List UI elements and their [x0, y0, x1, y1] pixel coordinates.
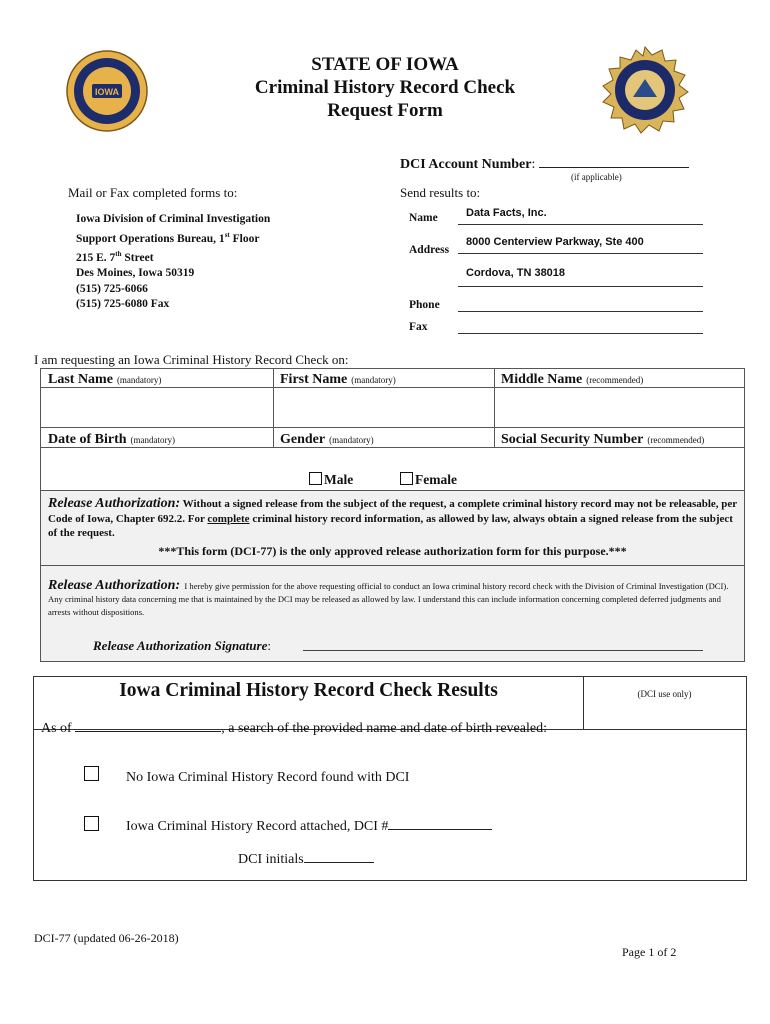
- page-number: Page 1 of 2: [622, 945, 677, 959]
- send-address-line1-rule: [458, 253, 703, 254]
- form-title-line2: Criminal History Record Check: [254, 77, 516, 98]
- send-name-line: [458, 224, 703, 225]
- gender-female-checkbox[interactable]: Female: [400, 472, 457, 488]
- release-warning-text: Release Authorization: Without a signed release from the subject of the request, a complete criminal history record may not be releasable, per Code of Iowa, Chapter 692.2. For complete criminal history record information, as allowed by law, always obtain a signed release from the subject of the request.: [48, 496, 737, 539]
- mail-to-line3: 215 E. 7th Street: [76, 249, 154, 264]
- signature-input[interactable]: [303, 649, 703, 651]
- send-fax-label: Fax: [409, 321, 428, 333]
- no-record-checkbox[interactable]: [84, 766, 99, 781]
- dci-use-only-note: (DCI use only): [637, 689, 692, 699]
- send-name-value[interactable]: Data Facts, Inc.: [466, 207, 547, 219]
- dci-account-input[interactable]: [539, 167, 689, 168]
- ssn-input[interactable]: [495, 448, 743, 490]
- mail-to-line6: (515) 725-6080 Fax: [76, 298, 170, 311]
- dci-account-label: DCI Account Number: [400, 157, 532, 172]
- results-title: Iowa Criminal History Record Check Results: [119, 680, 498, 701]
- send-fax-input[interactable]: [458, 319, 703, 334]
- dci-badge-logo: [600, 45, 690, 135]
- send-address-line2-rule: [458, 286, 703, 287]
- form-title-line3: Request Form: [327, 100, 443, 121]
- ssn-label: Social Security Number (recommended): [501, 432, 705, 447]
- request-intro: I am requesting an Iowa Criminal History Record Check on:: [34, 352, 349, 367]
- form-id: DCI-77 (updated 06-26-2018): [34, 931, 179, 945]
- last-name-label: Last Name (mandatory): [48, 372, 162, 387]
- release-notice: ***This form (DCI-77) is the only approved release authorization form for this purpose.***: [158, 544, 627, 558]
- results-section: [33, 676, 747, 881]
- as-of-line: As of , a search of the provided name and date of birth revealed:: [41, 721, 547, 736]
- send-results-heading: Send results to:: [400, 185, 481, 200]
- send-address-line1[interactable]: 8000 Centerview Parkway, Ste 400: [466, 236, 644, 248]
- send-address-label: Address: [409, 244, 450, 256]
- dob-label: Date of Birth (mandatory): [48, 432, 176, 447]
- male-checkbox-icon: [309, 472, 322, 485]
- mail-to-address: [76, 212, 270, 313]
- mail-to-line1: Iowa Division of Criminal Investigation: [76, 213, 271, 225]
- last-name-input[interactable]: [42, 388, 272, 426]
- dci-account-note: (if applicable): [571, 172, 622, 182]
- female-checkbox-icon: [400, 472, 413, 485]
- first-name-input[interactable]: [274, 388, 493, 426]
- as-of-date-input[interactable]: [75, 731, 221, 732]
- record-attached-label: Iowa Criminal History Record attached, DCI #: [126, 819, 492, 835]
- release-permission-text: Release Authorization: I hereby give permission for the above requesting official to conduct an Iowa criminal history record check with the Division of Criminal Investigation (DCI). Any criminal history data concerning me that is maintained by the DCI may be released as allowed by law. I understand this can include information concerning completed deferred judgments and arrests without dispositions.: [48, 578, 729, 617]
- dci-number-input[interactable]: [388, 829, 492, 830]
- send-name-label: Name: [409, 212, 438, 224]
- dci-initials-label: DCI initials: [238, 852, 374, 868]
- dob-input[interactable]: [42, 448, 272, 490]
- left-seal-center-text: IOWA: [95, 87, 119, 97]
- public-safety-seal-logo: [66, 50, 148, 132]
- send-address-line2[interactable]: Cordova, TN 38018: [466, 267, 566, 279]
- send-phone-label: Phone: [409, 299, 440, 311]
- mail-to-line2: Support Operations Bureau, 1st Floor: [76, 230, 260, 245]
- middle-name-input[interactable]: [495, 388, 743, 426]
- middle-name-label: Middle Name (recommended): [501, 372, 644, 387]
- first-name-label: First Name (mandatory): [280, 372, 396, 387]
- signature-label: Release Authorization Signature:: [93, 638, 271, 653]
- dci-account-number: [400, 157, 689, 173]
- gender-label: Gender (mandatory): [280, 432, 374, 447]
- form-title-line1: STATE OF IOWA: [311, 54, 459, 75]
- record-attached-checkbox[interactable]: [84, 816, 99, 831]
- subject-table: [40, 368, 745, 492]
- dci-account-colon: :: [531, 157, 536, 172]
- mail-to-line4: Des Moines, Iowa 50319: [76, 267, 195, 280]
- no-record-label: No Iowa Criminal History Record found with DCI: [126, 770, 410, 785]
- mail-to-heading: Mail or Fax completed forms to:: [68, 185, 238, 200]
- release-authorization-section: [40, 490, 745, 662]
- mail-to-line5: (515) 725-6066: [76, 282, 148, 295]
- dci-initials-input[interactable]: [304, 862, 374, 863]
- send-phone-input[interactable]: [458, 297, 703, 312]
- gender-male-checkbox[interactable]: Male: [309, 472, 353, 488]
